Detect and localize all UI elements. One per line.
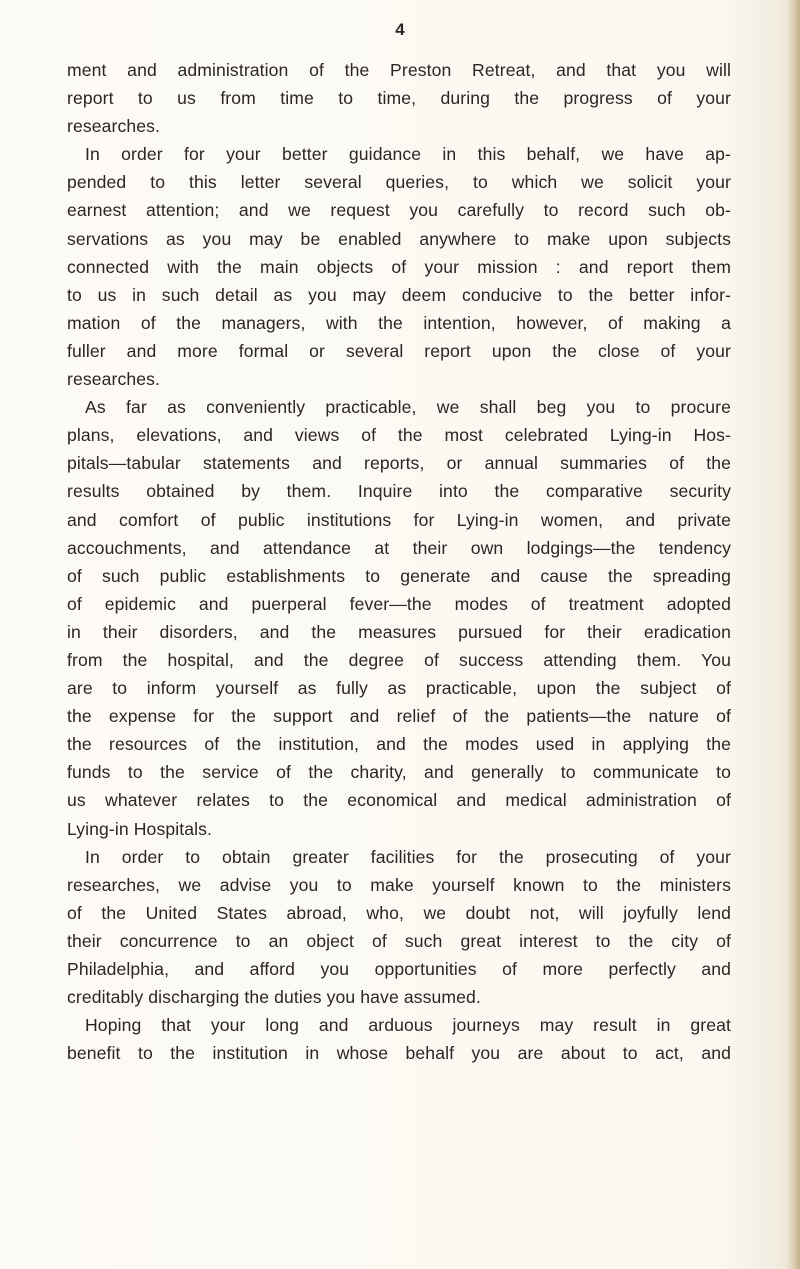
paragraph (67, 56, 731, 140)
text-line: ment and administration of the Preston Retreat, and that you will (67, 60, 731, 80)
text-line: pended to this letter several queries, to which we solicit your (67, 172, 731, 193)
text-line: of such public establishments to generate and cause the spreading (67, 565, 731, 586)
text-line: Hoping that your long and arduous journeys may result in great (85, 1015, 731, 1036)
text-line: servations as you may be enabled anywhere to make upon subjects (67, 228, 731, 249)
text-line: benefit to the institution in whose behalf you are about to act, and (67, 1043, 731, 1064)
text-line: connected with the main objects of your mission : and report them (67, 256, 731, 277)
text-line: In order for your better guidance in this behalf, we have ap- (85, 144, 731, 165)
text-line: the expense for the support and relief of the patients—the nature of (67, 706, 731, 727)
text-line: and comfort of public institutions for Lying-in women, and private (67, 509, 731, 530)
text-line: researches. (67, 369, 161, 390)
text-line: creditably discharging the duties you have assumed. (67, 987, 481, 1008)
text-line: are to inform yourself as fully as practicable, upon the subject of (67, 678, 731, 699)
text-line: As far as conveniently practicable, we shall beg you to procure (85, 397, 731, 418)
text-line: researches, we advise you to make yourself known to the ministers (67, 874, 731, 895)
body-text (67, 56, 731, 1067)
paragraph (67, 843, 731, 1012)
text-line: the resources of the institution, and the modes used in applying the (67, 734, 731, 755)
text-line: from the hospital, and the degree of success attending them. You (67, 649, 731, 670)
text-line: Lying-in Hospitals. (67, 818, 212, 839)
text-line: in their disorders, and the measures pursued for their eradication (67, 621, 731, 642)
page-edge-shadow (786, 0, 800, 1269)
text-line: fuller and more formal or several report upon the close of your (67, 340, 731, 361)
text-line: mation of the managers, with the intention, however, of making a (67, 312, 731, 333)
text-line: us whatever relates to the economical and medical administration of (67, 790, 731, 811)
text-line: earnest attention; and we request you carefully to record such ob- (67, 200, 731, 221)
paragraph (67, 140, 731, 393)
text-line: of epidemic and puerperal fever—the modes of treatment adopted (67, 593, 731, 614)
text-line: funds to the service of the charity, and generally to communicate to (67, 762, 731, 783)
paragraph (67, 393, 731, 843)
text-line: report to us from time to time, during the progress of your (67, 88, 731, 109)
text-line: to us in such detail as you may deem conducive to the better infor- (67, 284, 731, 305)
text-line: pitals—tabular statements and reports, or annual summaries of the (67, 453, 731, 474)
page-number: 4 (395, 20, 405, 39)
text-line: researches. (67, 116, 161, 137)
paragraph (67, 1011, 731, 1067)
text-line: Philadelphia, and afford you opportunities of more perfectly and (67, 959, 731, 979)
text-line: In order to obtain greater facilities for the prosecuting of your (85, 846, 731, 867)
text-line: results obtained by them. Inquire into the comparative security (67, 481, 731, 502)
text-line: plans, elevations, and views of the most celebrated Lying-in Hos- (67, 425, 731, 446)
text-line: of the United States abroad, who, we doubt not, will joyfully lend (67, 902, 731, 923)
text-line: their concurrence to an object of such great interest to the city of (67, 930, 731, 951)
text-line: accouchments, and attendance at their own lodgings—the tendency (67, 537, 731, 558)
